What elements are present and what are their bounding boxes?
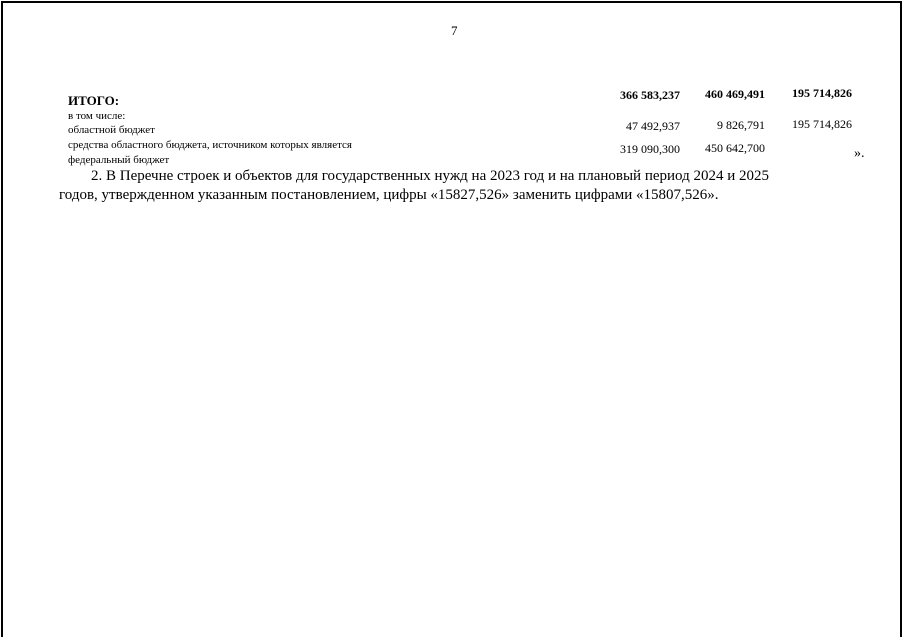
regional-value-2024: 9 826,791: [717, 118, 765, 132]
paragraph-line-1: 2. В Перечне строек и объектов для государственных нужд на 2023 год и на плановый период 2024 и 2025: [91, 168, 770, 184]
federal-value-2024: 450 642,700: [705, 141, 765, 155]
federal-source-label-line1: средства областного бюджета, источником которых является: [68, 139, 352, 151]
regional-budget-label: областной бюджет: [68, 124, 155, 136]
total-label: ИТОГО:: [68, 93, 120, 108]
federal-source-label-line2: федеральный бюджет: [68, 154, 170, 166]
total-value-2025: 195 714,826: [792, 86, 852, 100]
federal-value-2023: 319 090,300: [620, 142, 680, 156]
including-label: в том числе:: [68, 110, 126, 122]
paragraph-line-2: годов, утвержденном указанным постановлением, цифры «15827,526» заменить цифрами «15807,526».: [59, 187, 719, 203]
closing-quote: ».: [854, 146, 865, 161]
document-page: [1, 1, 902, 637]
page-number: 7: [451, 23, 458, 38]
total-value-2024: 460 469,491: [705, 87, 765, 101]
regional-value-2023: 47 492,937: [626, 119, 680, 133]
total-value-2023: 366 583,237: [620, 88, 680, 102]
regional-value-2025: 195 714,826: [792, 117, 852, 131]
